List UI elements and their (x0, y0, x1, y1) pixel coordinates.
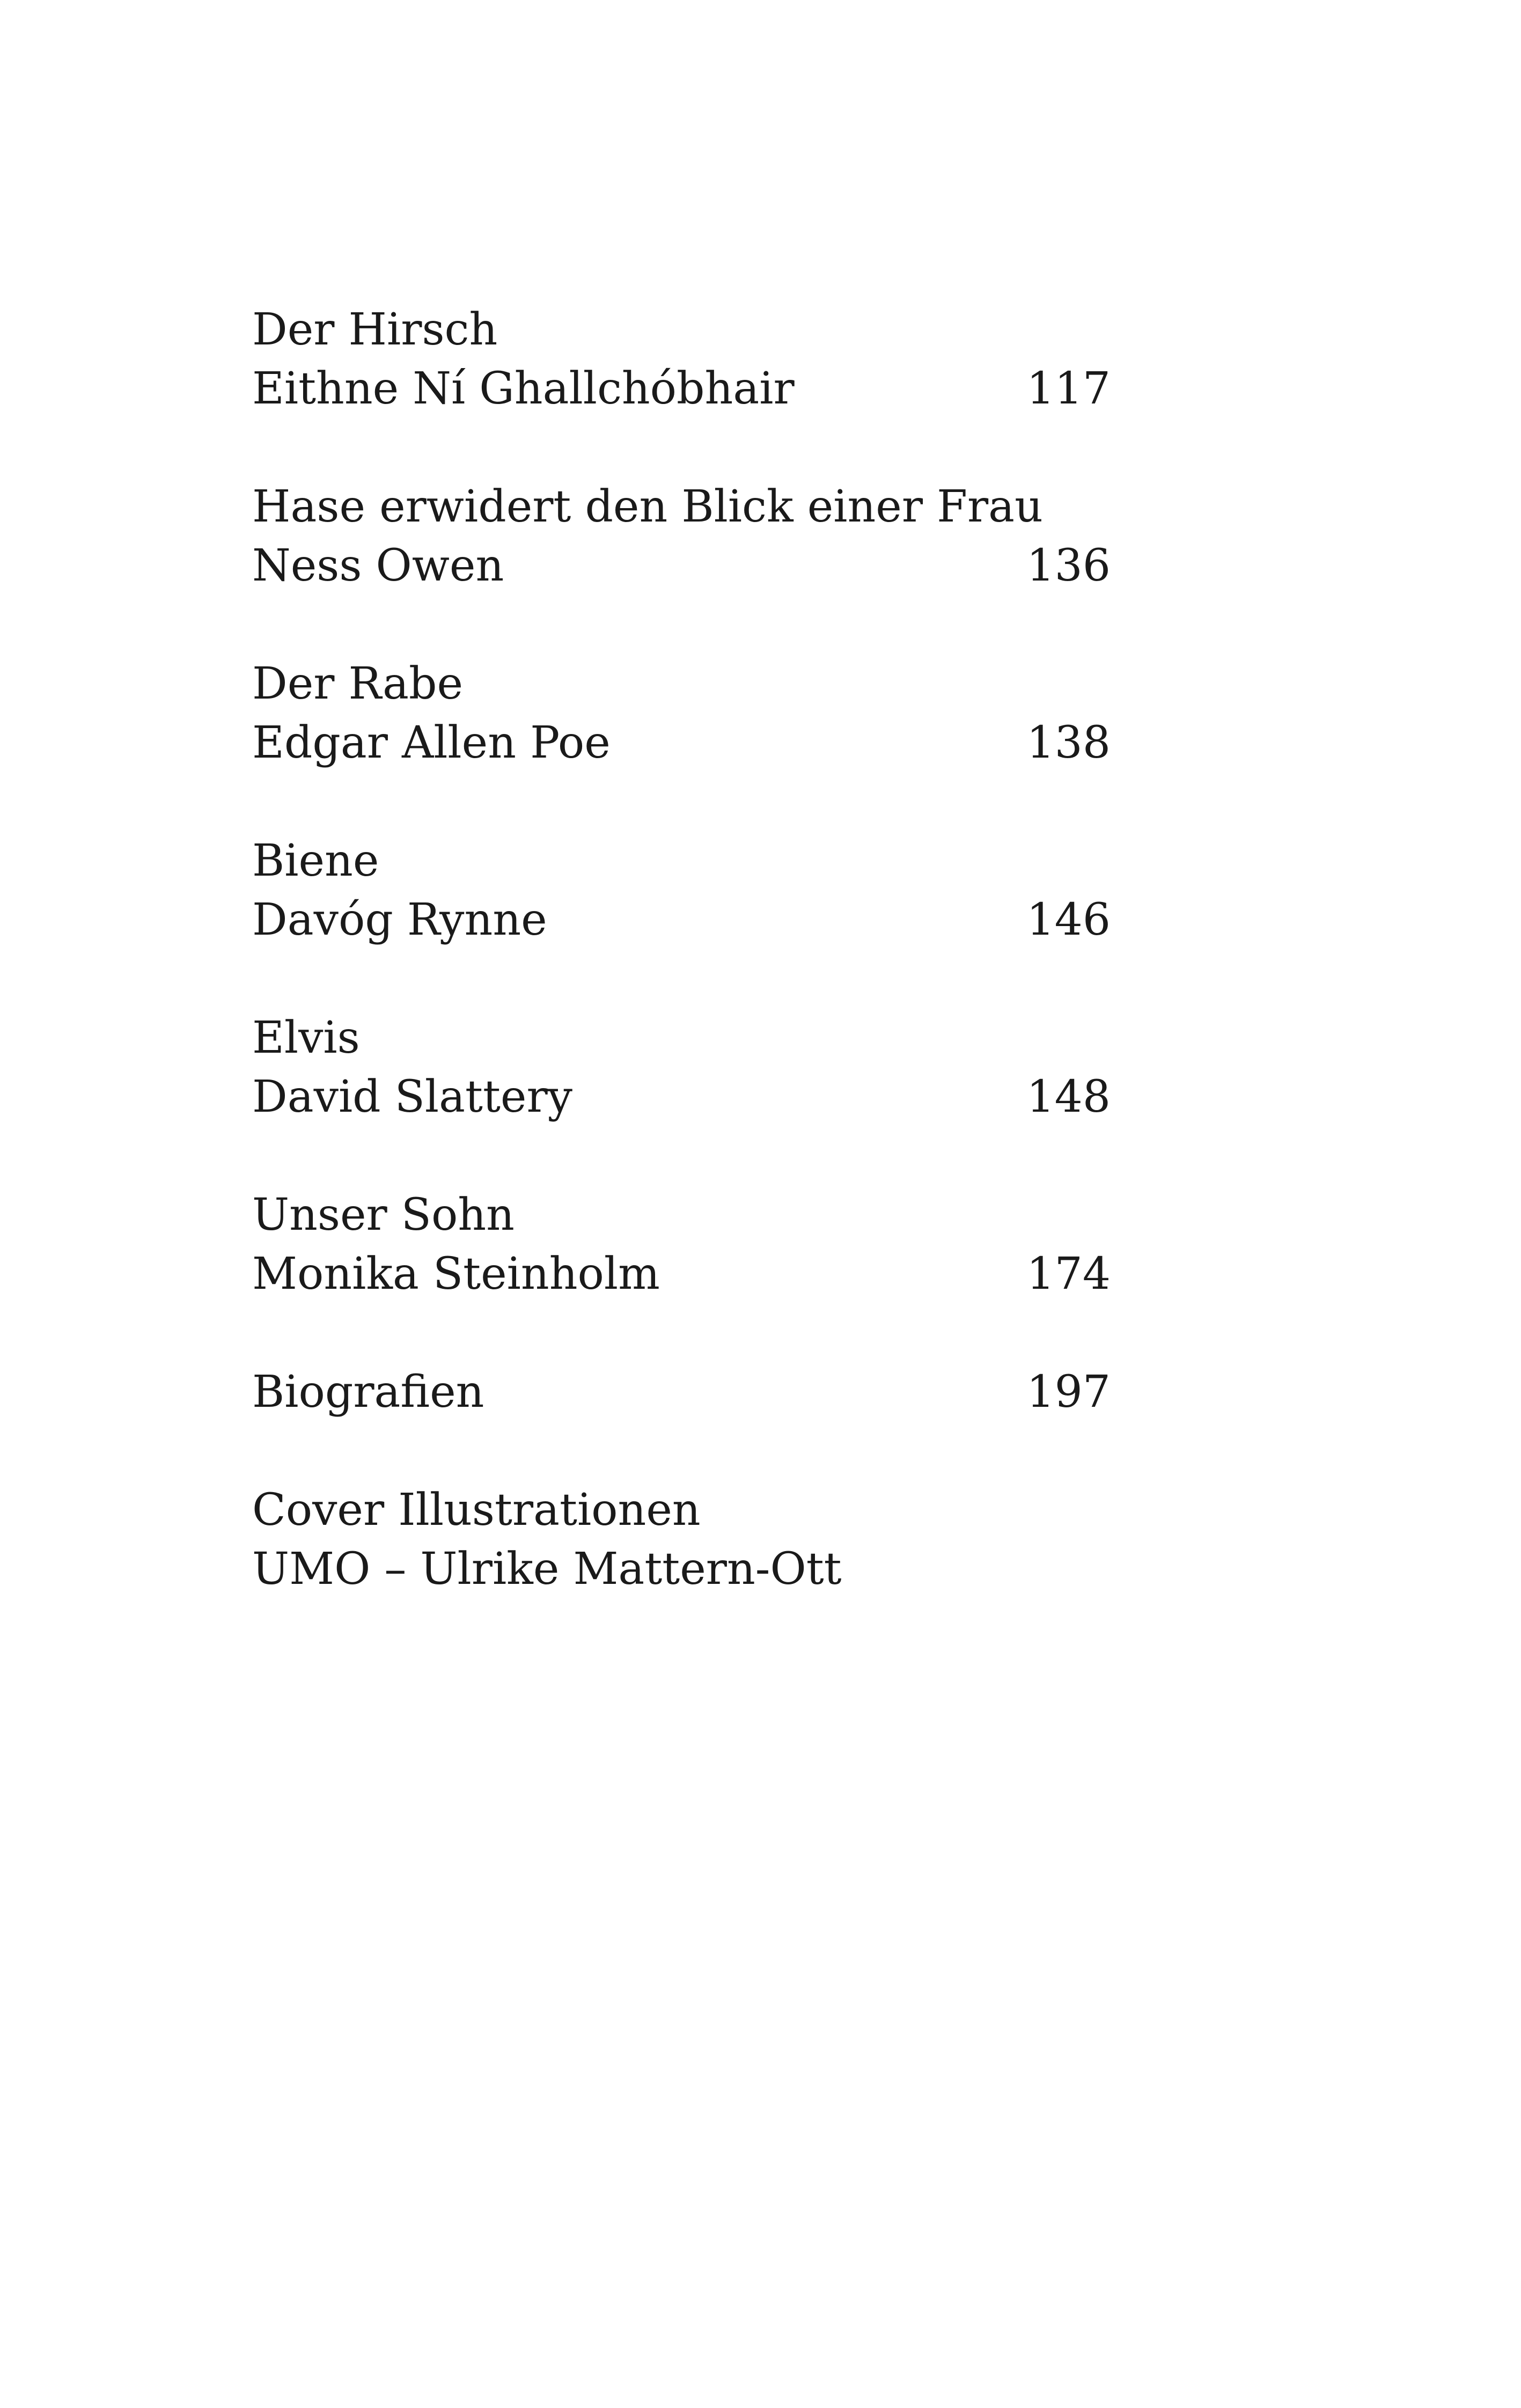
entry-page-number: 146 (1026, 894, 1111, 945)
entry-author: Ness Owen (252, 540, 504, 591)
entry-page-number: 136 (1026, 540, 1111, 591)
entry-page-number: 197 (1026, 1367, 1111, 1418)
entry-title: Der Hirsch (252, 304, 498, 355)
entry-page-number: 174 (1026, 1249, 1111, 1300)
entry-author: UMO – Ulrike Mattern-Ott (252, 1544, 842, 1595)
entry-author: Eithne Ní Ghallchóbhair (252, 363, 795, 414)
entry-page-number: 138 (1026, 717, 1111, 768)
entry-title: Elvis (252, 1012, 360, 1063)
toc-entry (252, 1363, 1111, 1422)
entry-title: Hase erwidert den Blick einer Frau (252, 481, 1043, 532)
toc-entry (252, 478, 1111, 596)
entry-author: Monika Steinholm (252, 1249, 660, 1300)
entry-page-number: 148 (1026, 1071, 1111, 1122)
entry-author: Davóg Rynne (252, 894, 547, 945)
toc-entry (252, 1186, 1111, 1304)
toc-entry (252, 1009, 1111, 1127)
toc-entry (252, 1481, 1111, 1599)
entry-title: Unser Sohn (252, 1190, 515, 1240)
entry-title: Cover Illustrationen (252, 1485, 701, 1536)
table-of-contents (252, 300, 1111, 1658)
entry-page-number: 117 (1026, 363, 1111, 414)
toc-entry (252, 300, 1111, 419)
toc-entry (252, 832, 1111, 950)
entry-title: Biene (252, 835, 379, 886)
entry-author: David Slattery (252, 1071, 572, 1122)
entry-title: Biografien (252, 1367, 484, 1418)
entry-author: Edgar Allen Poe (252, 717, 611, 768)
entry-title: Der Rabe (252, 658, 464, 709)
toc-entry (252, 655, 1111, 773)
